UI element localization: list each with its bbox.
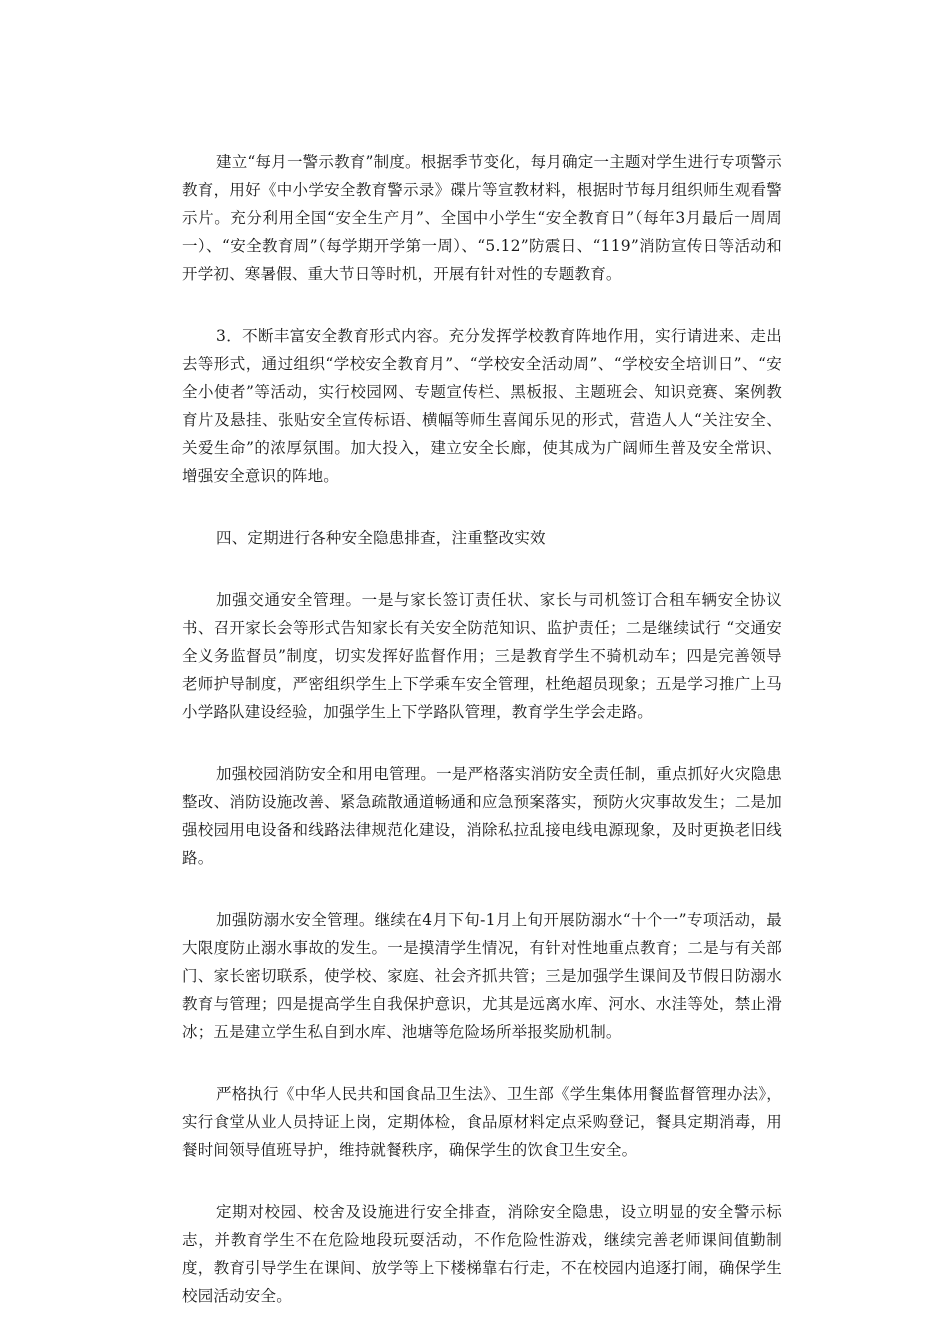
section-heading-hazard-inspection: 四、定期进行各种安全隐患排查，注重整改实效 bbox=[216, 529, 546, 547]
paragraph-food-hygiene: 严格执行《中华人民共和国食品卫生法》、卫生部《学生集体用餐监督管理办法》，实行食堂从业人员持证上岗，定期体检，食品原材料定点采购登记，餐具定期消毒，用餐时间领导值班导护，维持就餐秩序，确保学生的饮食卫生安全。 bbox=[182, 1085, 782, 1159]
paragraph-campus-facility-inspection: 定期对校园、校舍及设施进行安全排查，消除安全隐患，设立明显的安全警示标志，并教育学生不在危险地段玩耍活动，不作危险性游戏，继续完善老师课间值勤制度，教育引导学生在课间、放学等上下楼梯靠右行走，不在校园内追逐打闹，确保学生校园活动安全。 bbox=[182, 1203, 782, 1305]
paragraph-safety-education-forms: 3．不断丰富安全教育形式内容。充分发挥学校教育阵地作用，实行请进来、走出去等形式，通过组织“学校安全教育月”、“学校安全活动周”、“学校安全培训日”、“安全小使者”等活动，实行校园网、专题宣传栏、黑板报、主题班会、知识竞赛、案例教育片及悬挂、张贴安全宣传标语、横幅等师生喜闻乐见的形式，营造人人“关注安全、关爱生命”的浓厚氛围。加大投入，建立安全长廊，使其成为广阔师生普及安全常识、增强安全意识的阵地。 bbox=[182, 327, 782, 485]
document-body bbox=[182, 148, 782, 1344]
paragraph-fire-electric-safety: 加强校园消防安全和用电管理。一是严格落实消防安全责任制，重点抓好火灾隐患整改、消防设施改善、紧急疏散通道畅通和应急预案落实，预防火灾事故发生；二是加强校园用电设备和线路法律规范化建设，消除私拉乱接电线电源现象，及时更换老旧线路。 bbox=[182, 765, 782, 867]
paragraph-traffic-safety: 加强交通安全管理。一是与家长签订责任状、家长与司机签订合租车辆安全协议书、召开家长会等形式告知家长有关安全防范知识、监护责任；二是继续试行 “交通安全义务监督员”制度，切实发挥好监督作用；三是教育学生不骑机动车；四是完善领导老师护导制度，严密组织学生上下学乘车安全管理，杜绝超员现象；五是学习推广上马小学路队建设经验，加强学生上下学路队管理，教育学生学会走路。 bbox=[182, 591, 782, 721]
paragraph-drowning-prevention: 加强防溺水安全管理。继续在4月下旬-1月上旬开展防溺水“十个一”专项活动，最大限度防止溺水事故的发生。一是摸清学生情况，有针对性地重点教育；二是与有关部门、家长密切联系，使学校、家庭、社会齐抓共管；三是加强学生课间及节假日防溺水教育与管理；四是提高学生自我保护意识，尤其是远离水库、河水、水洼等处，禁止滑冰；五是建立学生私自到水库、池塘等危险场所举报奖励机制。 bbox=[182, 911, 782, 1041]
paragraph-monthly-warning-education: 建立“每月一警示教育”制度。根据季节变化，每月确定一主题对学生进行专项警示教育，用好《中小学安全教育警示录》碟片等宣教材料，根据时节每月组织师生观看警示片。充分利用全国“安全生产月”、全国中小学生“安全教育日”（每年3月最后一周周一）、“安全教育周”（每学期开学第一周）、“5.12”防震日、“119”消防宣传日等活动和开学初、寒暑假、重大节日等时机，开展有针对性的专题教育。 bbox=[182, 153, 782, 283]
